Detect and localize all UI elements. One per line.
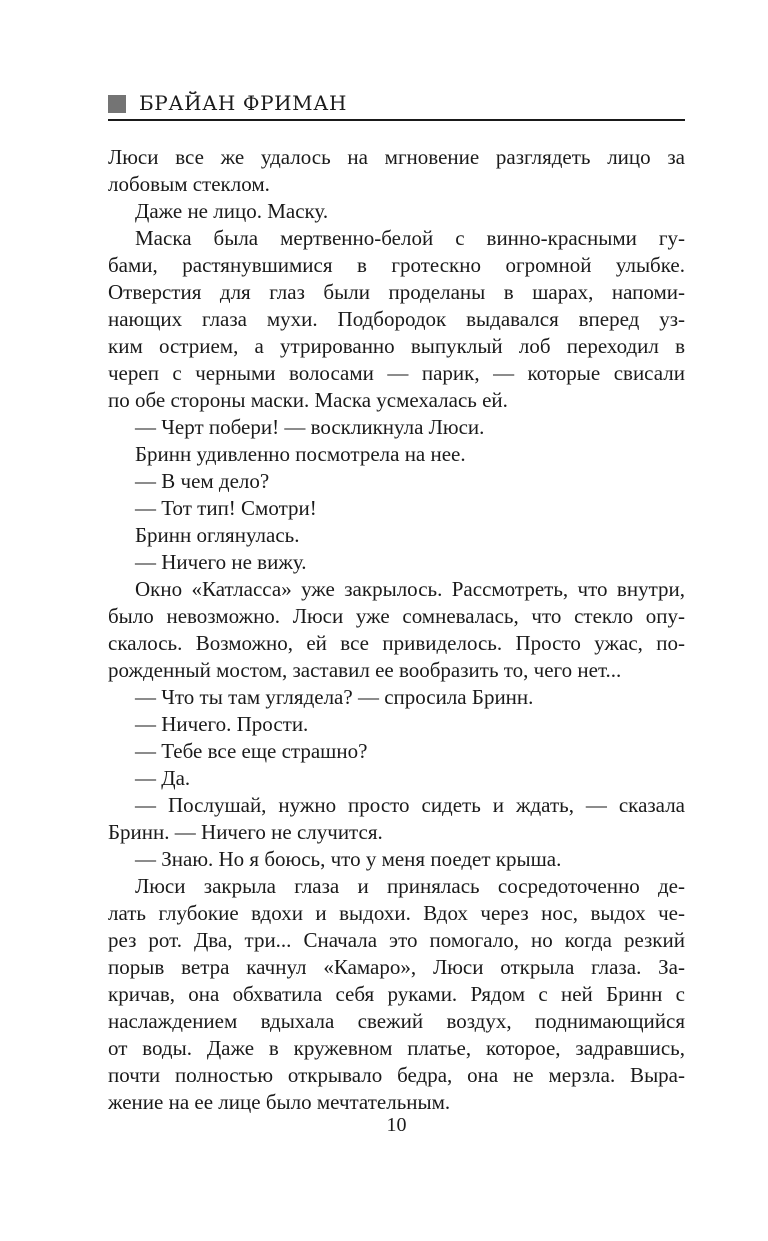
text-line: — Черт побери! — воскликнула Люси. [135, 415, 485, 439]
text-line: Бринн удивленно посмотрела на нее. [135, 442, 466, 466]
text-line: — Ничего. Прости. [135, 712, 309, 736]
paragraph [108, 576, 685, 684]
text-line: Отверстия для глаз были проделаны в шарах, напоми- [108, 280, 685, 304]
text-line: ким острием, а утрированно выпуклый лоб переходил в [108, 334, 685, 358]
text-line: — Послушай, нужно просто сидеть и ждать, — сказала [135, 793, 685, 817]
paragraph [108, 441, 685, 468]
paragraph [108, 846, 685, 873]
text-line: по обе стороны маски. Маска усмехалась ей. [108, 388, 508, 412]
text-column [108, 91, 685, 1116]
header-square-marker [108, 95, 126, 113]
text-line: Окно «Катласса» уже закрылось. Рассмотреть, что внутри, [135, 577, 685, 601]
paragraph [108, 684, 685, 711]
text-line: — Тебе все еще страшно? [135, 739, 368, 763]
paragraph [108, 792, 685, 846]
paragraph [108, 873, 685, 1116]
running-header [108, 91, 685, 121]
body-text [108, 144, 685, 1116]
text-line: было невозможно. Люси уже сомневалась, что стекло опу- [108, 604, 685, 628]
text-line: рез рот. Два, три... Сначала это помогало, но когда резкий [108, 928, 685, 952]
text-line: жение на ее лице было мечтательным. [108, 1090, 451, 1114]
text-line: бами, растянувшимися в гротескно огромной улыбке. [108, 253, 685, 277]
paragraph [108, 495, 685, 522]
paragraph [108, 765, 685, 792]
text-line: — Что ты там углядела? — спросила Бринн. [135, 685, 534, 709]
text-line: скалось. Возможно, ей все привиделось. Просто ужас, по- [108, 631, 685, 655]
text-line: — Ничего не вижу. [135, 550, 307, 574]
paragraph [108, 414, 685, 441]
text-line: лать глубокие вдохи и выдохи. Вдох через нос, выдох че- [108, 901, 685, 925]
text-line: лобовым стеклом. [108, 172, 270, 196]
paragraph [108, 144, 685, 198]
text-line: — Знаю. Но я боюсь, что у меня поедет крыша. [135, 847, 562, 871]
text-line: от воды. Даже в кружевном платье, которое, задравшись, [108, 1036, 685, 1060]
text-line: — Тот тип! Смотри! [135, 496, 317, 520]
text-line: Бринн. — Ничего не случится. [108, 820, 383, 844]
text-line: череп с черными волосами — парик, — которые свисали [108, 361, 685, 385]
text-line: наслаждением вдыхала свежий воздух, поднимающийся [108, 1009, 685, 1033]
text-line: — Да. [135, 766, 191, 790]
author-name: БРАЙАН ФРИМАН [139, 91, 348, 115]
paragraph [108, 225, 685, 414]
text-line: кричав, она обхватила себя руками. Рядом с ней Бринн с [108, 982, 685, 1006]
text-line: почти полностью открывало бедра, она не мерзла. Выра- [108, 1063, 685, 1087]
paragraph [108, 198, 685, 225]
text-line: нающих глаза мухи. Подбородок выдавался вперед уз- [108, 307, 685, 331]
page-number: 10 [386, 1114, 407, 1136]
paragraph [108, 468, 685, 495]
text-line: Даже не лицо. Маску. [135, 199, 329, 223]
text-line: порыв ветра качнул «Камаро», Люси открыла глаза. За- [108, 955, 685, 979]
text-line: Люси закрыла глаза и принялась сосредоточенно де- [135, 874, 685, 898]
text-line: Бринн оглянулась. [135, 523, 300, 547]
text-line: Маска была мертвенно-белой с винно-красными гу- [135, 226, 685, 250]
paragraph [108, 711, 685, 738]
paragraph [108, 522, 685, 549]
text-line: рожденный мостом, заставил ее вообразить то, чего нет... [108, 658, 622, 682]
text-line: — В чем дело? [135, 469, 270, 493]
text-line: Люси все же удалось на мгновение разглядеть лицо за [108, 145, 685, 169]
paragraph [108, 738, 685, 765]
paragraph [108, 549, 685, 576]
